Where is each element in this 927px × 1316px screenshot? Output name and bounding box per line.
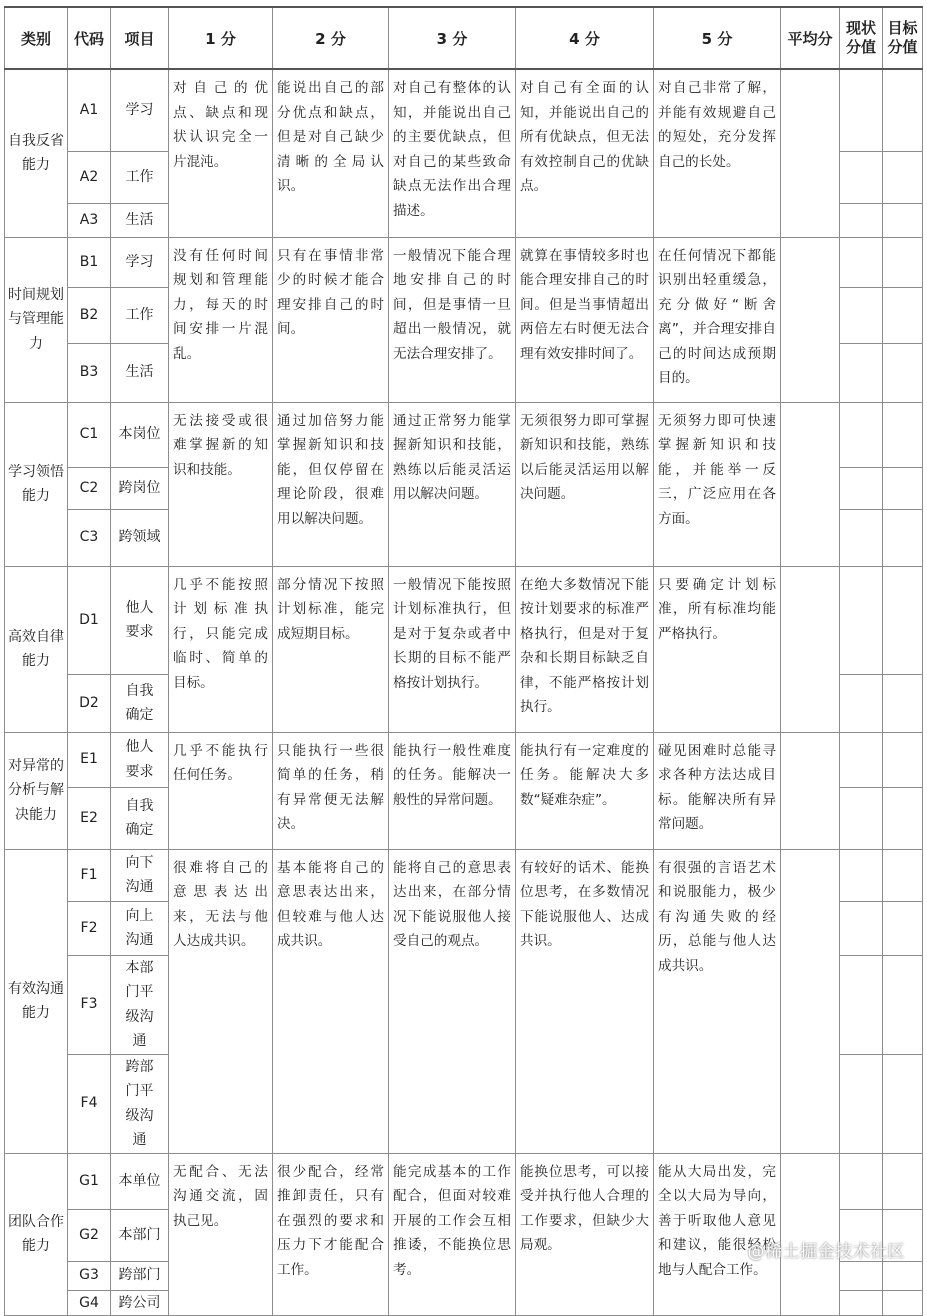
- table-row: [5, 237, 923, 287]
- category-cell: 学习领悟能力: [5, 402, 68, 566]
- current-score-cell[interactable]: [840, 787, 883, 849]
- score-2-cell: 基本能将自己的意思表达出来，但较难与他人达成共识。: [273, 849, 389, 1153]
- code-cell: F3: [68, 955, 111, 1054]
- current-score-cell[interactable]: [840, 674, 883, 732]
- target-score-cell[interactable]: [883, 237, 923, 287]
- target-score-cell[interactable]: [883, 151, 923, 203]
- score-4-cell: 无须很努力即可掌握新知识和技能，熟练以后能灵活运用以解决问题。: [516, 402, 654, 566]
- code-cell: B2: [68, 287, 111, 343]
- category-cell: 时间规划与管理能力: [5, 237, 68, 402]
- header-score-1: 1 分: [169, 7, 273, 69]
- category-cell: 有效沟通能力: [5, 849, 68, 1153]
- code-cell: G1: [68, 1153, 111, 1209]
- code-cell: E2: [68, 787, 111, 849]
- code-cell: C2: [68, 467, 111, 509]
- score-1-cell: 没有任何时间规划和管理能力，每天的时间安排一片混乱。: [169, 237, 273, 402]
- item-cell: 跨领域: [111, 509, 169, 566]
- score-3-cell: 一般情况下能合理地安排自己的时间，但是事情一旦超出一般情况，就无法合理安排了。: [389, 237, 516, 402]
- header-current-score: [840, 7, 883, 69]
- category-cell: 自我反省能力: [5, 69, 68, 237]
- code-cell: F1: [68, 849, 111, 901]
- score-1-cell: 无法接受或很难掌握新的知识和技能。: [169, 402, 273, 566]
- code-cell: C3: [68, 509, 111, 566]
- code-cell: F2: [68, 901, 111, 955]
- item-cell: 跨部门: [111, 1261, 169, 1290]
- target-score-cell[interactable]: [883, 566, 923, 674]
- average-score-cell[interactable]: [781, 732, 840, 849]
- item-cell: 自我确定: [111, 787, 169, 849]
- code-cell: A3: [68, 203, 111, 237]
- score-2-cell: 只有在事情非常少的时候才能合理安排自己的时间。: [273, 237, 389, 402]
- current-score-cell[interactable]: [840, 287, 883, 343]
- target-score-cell[interactable]: [883, 955, 923, 1054]
- item-cell: 向下沟通: [111, 849, 169, 901]
- current-score-cell[interactable]: [840, 732, 883, 787]
- average-score-cell[interactable]: [781, 566, 840, 732]
- item-cell: 学习: [111, 237, 169, 287]
- code-cell: C1: [68, 402, 111, 467]
- score-3-cell: 对自己有整体的认知，并能说出自己的主要优缺点，但对自己的某些致命缺点无法作出合理描述。: [389, 69, 516, 237]
- watermark: @稀土掘金技术社区: [747, 1242, 905, 1262]
- score-1-cell: 几乎不能执行任何任务。: [169, 732, 273, 849]
- current-score-cell[interactable]: [840, 1054, 883, 1153]
- item-cell: 本部门: [111, 1209, 169, 1261]
- category-cell: 对异常的分析与解决能力: [5, 732, 68, 849]
- score-3-cell: 能执行一般性难度的任务。能解决一般性的异常问题。: [389, 732, 516, 849]
- code-cell: G2: [68, 1209, 111, 1261]
- score-5-cell: 无须努力即可快速掌握新知识和技能，并能举一反三，广泛应用在各方面。: [654, 402, 781, 566]
- item-cell: 工作: [111, 151, 169, 203]
- code-cell: B3: [68, 343, 111, 402]
- item-cell: 向上沟通: [111, 901, 169, 955]
- score-1-cell: 几乎不能按照计划标准执行，只能完成临时、简单的目标。: [169, 566, 273, 732]
- current-score-cell[interactable]: [840, 955, 883, 1054]
- table-row: [5, 1153, 923, 1209]
- average-score-cell[interactable]: [781, 1153, 840, 1316]
- target-score-cell[interactable]: [883, 343, 923, 402]
- score-4-cell: 能换位思考，可以接受并执行他人合理的工作要求，但缺少大局观。: [516, 1153, 654, 1316]
- score-3-cell: 一般情况下能按照计划标准执行，但是对于复杂或者中长期的目标不能严格按计划执行。: [389, 566, 516, 732]
- target-score-cell[interactable]: [883, 787, 923, 849]
- current-score-cell[interactable]: [840, 901, 883, 955]
- current-score-cell[interactable]: [840, 1290, 883, 1316]
- target-score-cell[interactable]: [883, 467, 923, 509]
- score-2-cell: 很少配合，经常推卸责任，只有在强烈的要求和压力下才能配合工作。: [273, 1153, 389, 1316]
- category-cell: 团队合作能力: [5, 1153, 68, 1316]
- target-score-cell[interactable]: [883, 674, 923, 732]
- score-4-cell: 对自己有全面的认知，并能说出自己的所有优缺点，但无法有效控制自己的优缺点。: [516, 69, 654, 237]
- score-1-cell: 很难将自己的意思表达出来，无法与他人达成共识。: [169, 849, 273, 1153]
- target-score-cell[interactable]: [883, 732, 923, 787]
- code-cell: A1: [68, 69, 111, 151]
- score-5-cell: 在任何情况下都能识别出轻重缓急，充分做好“断舍离”，并合理安排自己的时间达成预期目的。: [654, 237, 781, 402]
- score-4-cell: 就算在事情较多时也能合理安排自己的时间。但是当事情超出两倍左右时便无法合理有效安排时间了。: [516, 237, 654, 402]
- target-score-cell[interactable]: [883, 1054, 923, 1153]
- score-2-cell: 通过加倍努力能掌握新知识和技能，但仅停留在理论阶段，很难用以解决问题。: [273, 402, 389, 566]
- current-score-cell[interactable]: [840, 343, 883, 402]
- category-cell: 高效自律能力: [5, 566, 68, 732]
- header-target-line2: 分值: [887, 38, 918, 56]
- current-score-cell[interactable]: [840, 467, 883, 509]
- code-cell: F4: [68, 1054, 111, 1153]
- header-row: [5, 7, 923, 69]
- item-cell: 跨公司: [111, 1290, 169, 1316]
- score-1-cell: 无配合、无法沟通交流，固执己见。: [169, 1153, 273, 1316]
- item-cell: 本部门平级沟通: [111, 955, 169, 1054]
- target-score-cell[interactable]: [883, 901, 923, 955]
- target-score-cell[interactable]: [883, 287, 923, 343]
- item-cell: 他人要求: [111, 732, 169, 787]
- current-score-cell[interactable]: [840, 566, 883, 674]
- current-score-cell[interactable]: [840, 203, 883, 237]
- target-score-cell[interactable]: [883, 509, 923, 566]
- header-score-4: 4 分: [516, 7, 654, 69]
- table-row: [5, 69, 923, 151]
- item-cell: 工作: [111, 287, 169, 343]
- average-score-cell[interactable]: [781, 237, 840, 402]
- target-score-cell[interactable]: [883, 849, 923, 901]
- current-score-cell[interactable]: [840, 849, 883, 901]
- code-cell: A2: [68, 151, 111, 203]
- score-5-cell: 对自己非常了解，并能有效规避自己的短处，充分发挥自己的长处。: [654, 69, 781, 237]
- header-code: 代码: [68, 7, 111, 69]
- score-2-cell: 只能执行一些很简单的任务，稍有异常便无法解决。: [273, 732, 389, 849]
- item-cell: 本岗位: [111, 402, 169, 467]
- current-score-cell[interactable]: [840, 509, 883, 566]
- item-cell: 他人要求: [111, 566, 169, 674]
- table-row: [5, 402, 923, 467]
- target-score-cell[interactable]: [883, 1290, 923, 1316]
- current-score-cell[interactable]: [840, 402, 883, 467]
- score-5-cell: 只要确定计划标准，所有标准均能严格执行。: [654, 566, 781, 732]
- item-cell: 跨岗位: [111, 467, 169, 509]
- current-score-cell[interactable]: [840, 69, 883, 151]
- score-5-cell: 有很强的言语艺术和说服能力，极少有沟通失败的经历，总能与他人达成共识。: [654, 849, 781, 1153]
- score-4-cell: 在绝大多数情况下能按计划要求的标准严格执行，但是对于复杂和长期目标缺乏自律，不能严格按计划执行。: [516, 566, 654, 732]
- table-row: [5, 849, 923, 901]
- score-5-cell: 能从大局出发，完全以大局为导向，善于听取他人意见和建议，能很轻松地与人配合工作。: [654, 1153, 781, 1316]
- score-2-cell: 部分情况下按照计划标准，能完成短期目标。: [273, 566, 389, 732]
- code-cell: B1: [68, 237, 111, 287]
- average-score-cell[interactable]: [781, 69, 840, 237]
- header-target-score: [883, 7, 923, 69]
- code-cell: E1: [68, 732, 111, 787]
- item-cell: 生活: [111, 343, 169, 402]
- table-row: [5, 566, 923, 674]
- table-row: [5, 732, 923, 787]
- code-cell: G4: [68, 1290, 111, 1316]
- header-current-line2: 分值: [845, 38, 876, 56]
- current-score-cell[interactable]: [840, 151, 883, 203]
- header-target-line1: 目标: [887, 19, 918, 37]
- item-cell: 自我确定: [111, 674, 169, 732]
- target-score-cell[interactable]: [883, 1153, 923, 1209]
- assessment-table: [4, 6, 923, 1316]
- header-category: 类别: [5, 7, 68, 69]
- current-score-cell[interactable]: [840, 237, 883, 287]
- header-average: 平均分: [781, 7, 840, 69]
- current-score-cell[interactable]: [840, 1153, 883, 1209]
- score-3-cell: 能完成基本的工作配合，但面对较难开展的工作会互相推诿，不能换位思考。: [389, 1153, 516, 1316]
- header-score-2: 2 分: [273, 7, 389, 69]
- score-1-cell: 对自己的优点、缺点和现状认识完全一片混沌。: [169, 69, 273, 237]
- average-score-cell[interactable]: [781, 849, 840, 1153]
- code-cell: D1: [68, 566, 111, 674]
- item-cell: 学习: [111, 69, 169, 151]
- target-score-cell[interactable]: [883, 203, 923, 237]
- score-4-cell: 有较好的话术、能换位思考，在多数情况下能说服他人、达成共识。: [516, 849, 654, 1153]
- item-cell: 跨部门平级沟通: [111, 1054, 169, 1153]
- header-item: 项目: [111, 7, 169, 69]
- target-score-cell[interactable]: [883, 69, 923, 151]
- item-cell: 生活: [111, 203, 169, 237]
- item-cell: 本单位: [111, 1153, 169, 1209]
- code-cell: D2: [68, 674, 111, 732]
- score-3-cell: 通过正常努力能掌握新知识和技能，熟练以后能灵活运用以解决问题。: [389, 402, 516, 566]
- average-score-cell[interactable]: [781, 402, 840, 566]
- score-2-cell: 能说出自己的部分优点和缺点，但是对自己缺少清晰的全局认识。: [273, 69, 389, 237]
- header-score-5: 5 分: [654, 7, 781, 69]
- target-score-cell[interactable]: [883, 402, 923, 467]
- score-3-cell: 能将自己的意思表达出来，在部分情况下能说服他人接受自己的观点。: [389, 849, 516, 1153]
- header-current-line1: 现状: [845, 19, 876, 37]
- code-cell: G3: [68, 1261, 111, 1290]
- score-4-cell: 能执行有一定难度的任务。能解决大多数“疑难杂症”。: [516, 732, 654, 849]
- header-score-3: 3 分: [389, 7, 516, 69]
- score-5-cell: 碰见困难时总能寻求各种方法达成目标。能解决所有异常问题。: [654, 732, 781, 849]
